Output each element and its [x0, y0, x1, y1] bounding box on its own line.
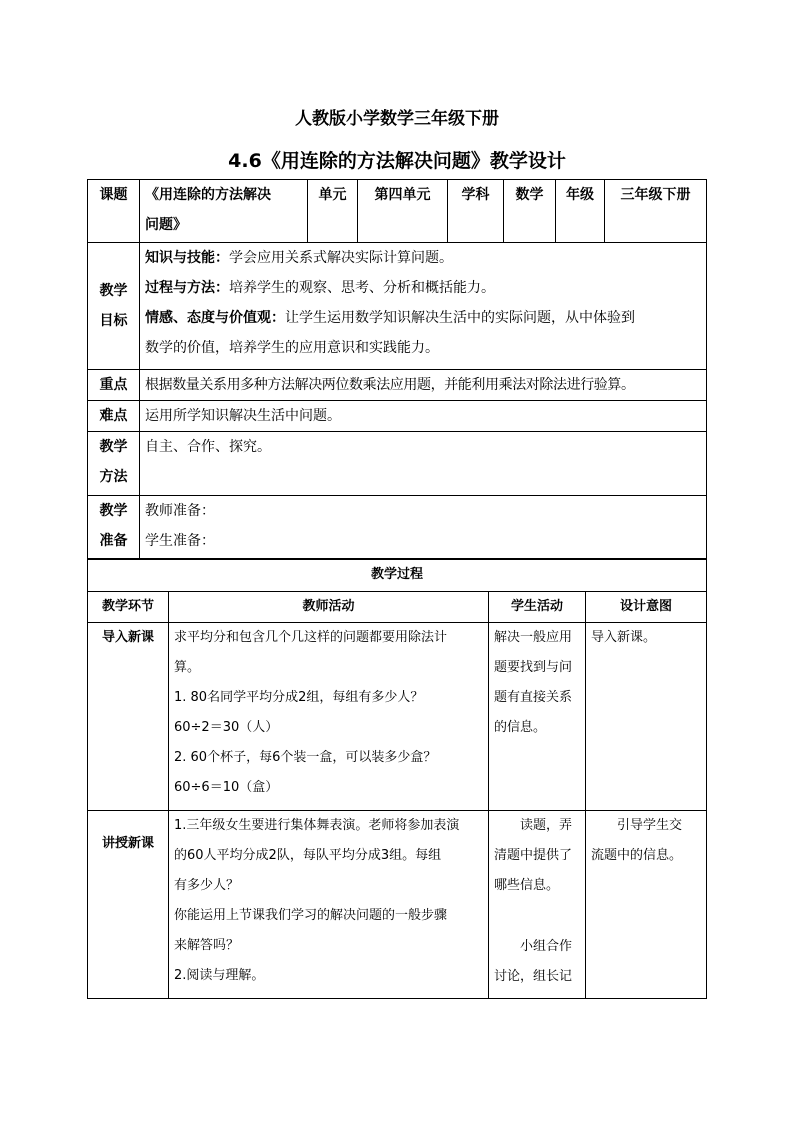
teach-teacher-activity: 1.三年级女生要进行集体舞表演。老师将参加表演 的60人平均分成2队，每队平均分成3组。每组 有多少人？ 你能运用上节课我们学习的解决问题的一般步骤 来解答吗？ 2.阅读与理解。: [169, 811, 489, 999]
process-header-row: [88, 592, 707, 623]
intro-design-intent: 导入新课。: [586, 623, 707, 811]
grade-value: 三年级下册: [605, 180, 707, 243]
document-title: 人教版小学数学三年级下册: [295, 109, 499, 129]
method-label: 教学 方法: [88, 432, 140, 496]
intro-teacher-activity: 求平均分和包含几个几这样的问题都要用除法计 算。 1. 80名同学平均分成2组，每组有多少人？ 60÷2＝30（人） 2. 60个杯子，每6个装一盒，可以装多少盒？ 60÷6＝10（盒）: [169, 623, 489, 811]
teach-design-intent: 引导学生交 流题中的信息。: [586, 811, 707, 999]
topic-row: [88, 180, 707, 243]
method-text: 自主、合作、探究。: [140, 432, 707, 496]
intro-stage: 导入新课: [88, 623, 169, 811]
prep-label: 教学 准备: [88, 496, 140, 560]
process-table: [87, 558, 707, 999]
subject-value: 数学: [504, 180, 556, 243]
difficulty-row: [88, 401, 707, 432]
lesson-title: 4.6《用连除的方法解决问题》教学设计: [228, 150, 566, 172]
unit-value: 第四单元: [358, 180, 448, 243]
difficulty-text: 运用所学知识解决生活中问题。: [140, 401, 707, 432]
lesson-info-table: [87, 179, 707, 560]
key-point-row: [88, 370, 707, 401]
objectives-label: 教学 目标: [88, 243, 140, 370]
col-stage-header: 教学环节: [88, 592, 169, 623]
col-design-header: 设计意图: [586, 592, 707, 623]
key-point-text: 根据数量关系用多种方法解决两位数乘法应用题，并能利用乘法对除法进行验算。: [140, 370, 707, 401]
process-heading: 教学过程: [88, 559, 707, 592]
process-heading-row: [88, 559, 707, 592]
objectives-content: 知识与技能：学会应用关系式解决实际计算问题。 过程与方法：培养学生的观察、思考、分析和概括能力。 情感、态度与价值观：让学生运用数学知识解决生活中的实际问题，从中体验到 数学的价值，培养学生的应用意识和实践能力。: [140, 243, 707, 370]
objectives-row: [88, 243, 707, 370]
intro-row: [88, 623, 707, 811]
teach-stage: 讲授新课: [88, 811, 169, 999]
topic-label: 课题: [88, 180, 140, 243]
topic-value: 《用连除的方法解决 问题》: [140, 180, 308, 243]
prep-text: 教师准备： 学生准备：: [140, 496, 707, 560]
intro-student-activity: 解决一般应用 题要找到与问 题有直接关系 的信息。: [489, 623, 586, 811]
key-point-label: 重点: [88, 370, 140, 401]
unit-label: 单元: [308, 180, 358, 243]
prep-row: [88, 496, 707, 560]
col-teacher-header: 教师活动: [169, 592, 489, 623]
teach-row: [88, 811, 707, 999]
method-row: [88, 432, 707, 496]
col-student-header: 学生活动: [489, 592, 586, 623]
subject-label: 学科: [448, 180, 504, 243]
difficulty-label: 难点: [88, 401, 140, 432]
teach-student-activity: 读题，弄 清题中提供了 哪些信息。 小组合作 讨论，组长记: [489, 811, 586, 999]
grade-label: 年级: [556, 180, 605, 243]
